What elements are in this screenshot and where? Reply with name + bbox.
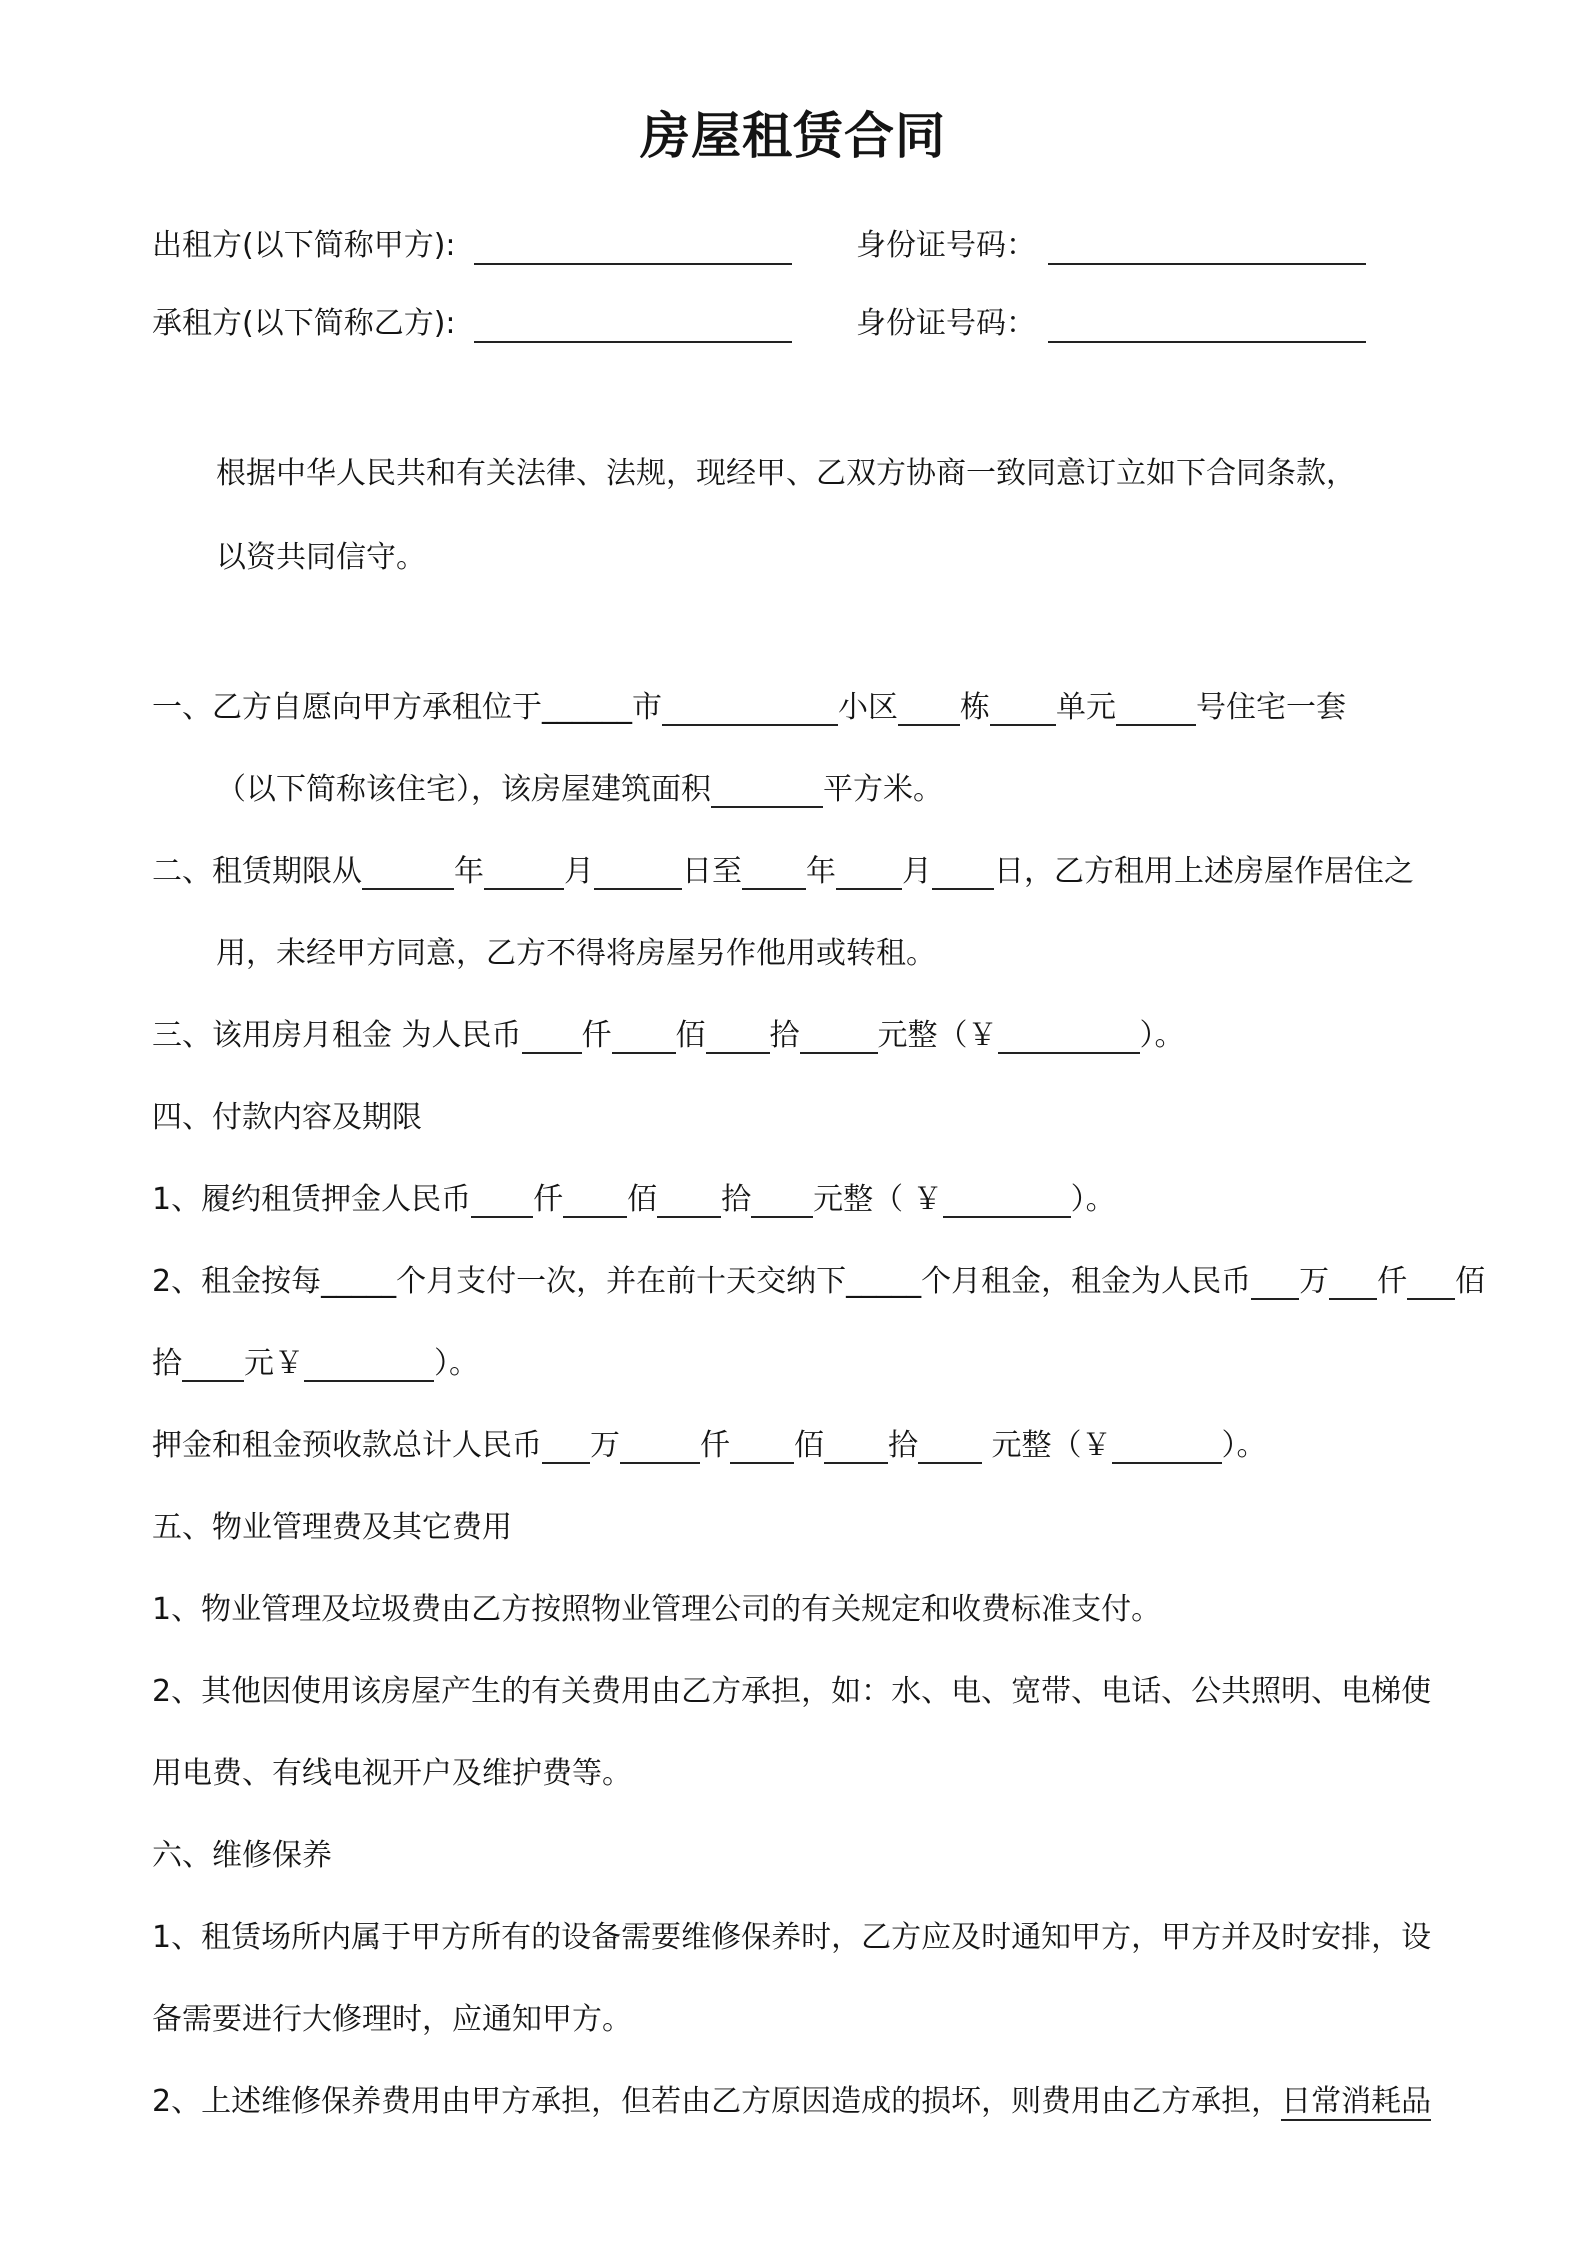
section-5-heading: 五、物业管理费及其它费用 [152,1510,512,1545]
rent-ten-blank[interactable] [706,1020,770,1054]
rent-amount-blank[interactable] [998,1020,1140,1054]
rent2-unit-blank[interactable] [182,1348,244,1382]
area-blank[interactable] [711,774,823,808]
document-title: 房屋租赁合同 [640,107,946,165]
deposit-thousand-blank[interactable] [471,1184,533,1218]
lessee-id-blank[interactable] [1048,340,1366,343]
rent2-hundred-blank[interactable] [1407,1266,1455,1300]
city-district-blank[interactable] [662,692,838,726]
lessor-name-blank[interactable] [474,262,792,265]
clause-2-line-2: 用，未经甲方同意，乙方不得将房屋另作他用或转租。 [216,936,936,971]
total-ten-blank[interactable] [824,1430,888,1464]
total-unit-blank[interactable] [918,1430,982,1464]
section-6-item-1-line-2: 备需要进行大修理时，应通知甲方。 [152,2002,632,2037]
underlined-consumables-text: 日常消耗品 [1281,2084,1432,2119]
lessor-id-blank[interactable] [1048,262,1366,265]
building-blank[interactable] [898,692,960,726]
room-number-blank[interactable] [1116,692,1196,726]
unit-blank[interactable] [990,692,1056,726]
total-hundred-blank[interactable] [730,1430,794,1464]
rent-hundred-blank[interactable] [612,1020,676,1054]
section-4-item-1: 1、履约租赁押金人民币 仟 佰 拾 元整（ ￥ ）。 [152,1182,1116,1217]
section-5-item-1: 1、物业管理及垃圾费由乙方按照物业管理公司的有关规定和收费标准支付。 [152,1592,1162,1627]
section-6-item-1-line-1: 1、租赁场所内属于甲方所有的设备需要维修保养时，乙方应及时通知甲方，甲方并及时安排，设 [152,1920,1432,1955]
section-6-item-2-line-1: 2、上述维修保养费用由甲方承担，但若由乙方原因造成的损坏，则费用由乙方承担，日常消耗品 [152,2084,1432,2119]
rent-ten-thousand-blank[interactable] [1251,1266,1299,1300]
clause-1-line-2: （以下简称该住宅），该房屋建筑面积 平方米。 [216,772,943,807]
end-day-blank[interactable] [932,856,994,890]
preamble-line-1: 根据中华人民共和有关法律、法规，现经甲、乙双方协商一致同意订立如下合同条款， [216,456,1356,491]
section-4-item-2-line-1: 2、租金按每_____个月支付一次，并在前十天交纳下_____个月租金，租金为人民币 万 仟 佰 [152,1264,1486,1299]
rent-unit-blank[interactable] [800,1020,878,1054]
section-5-item-2-line-2: 用电费、有线电视开户及维护费等。 [152,1756,632,1791]
total-ten-thousand-blank[interactable] [542,1430,590,1464]
clause-1-line-1: 一、乙方自愿向甲方承租位于______市 小区 栋 单元 号住宅一套 [152,690,1346,725]
end-month-blank[interactable] [836,856,902,890]
pay-interval-blank[interactable]: _____ [321,1264,397,1299]
lessor-label: 出租方(以下简称甲方): [152,228,456,263]
rent-thousand-blank[interactable] [522,1020,582,1054]
section-4-heading: 四、付款内容及期限 [152,1100,422,1135]
lessee-label: 承租方(以下简称乙方): [152,306,456,341]
section-4-item-2-line-2: 拾 元￥ ）。 [152,1346,479,1381]
start-year-blank[interactable] [362,856,454,890]
deposit-ten-blank[interactable] [657,1184,721,1218]
deposit-hundred-blank[interactable] [563,1184,627,1218]
section-5-item-2-line-1: 2、其他因使用该房屋产生的有关费用由乙方承担，如：水、电、宽带、电话、公共照明、电梯使 [152,1674,1432,1709]
clause-3-line: 三、该用房月租金 为人民币 仟 佰 拾 元整（￥ ）。 [152,1018,1185,1053]
lessee-name-blank[interactable] [474,340,792,343]
rent2-amount-blank[interactable] [304,1348,434,1382]
total-amount-blank[interactable] [1112,1430,1222,1464]
section-4-total-line: 押金和租金预收款总计人民币 万 仟 佰 拾 元整（￥ ）。 [152,1428,1267,1463]
city-blank[interactable]: ______ [542,690,632,725]
total-thousand-blank[interactable] [620,1430,700,1464]
rent2-thousand-blank[interactable] [1329,1266,1377,1300]
advance-month-blank[interactable]: _____ [846,1264,922,1299]
preamble-line-2: 以资共同信守。 [216,540,426,575]
end-year-blank[interactable] [742,856,806,890]
start-month-blank[interactable] [484,856,564,890]
deposit-unit-blank[interactable] [751,1184,813,1218]
clause-2-line-1: 二、租赁期限从 年 月 日至 年 月 日，乙方租用上述房屋作居住之 [152,854,1414,889]
lessee-id-label: 身份证号码： [856,306,1036,341]
start-day-blank[interactable] [594,856,682,890]
section-6-heading: 六、维修保养 [152,1838,332,1873]
lessor-id-label: 身份证号码： [856,228,1036,263]
deposit-amount-blank[interactable] [943,1184,1071,1218]
